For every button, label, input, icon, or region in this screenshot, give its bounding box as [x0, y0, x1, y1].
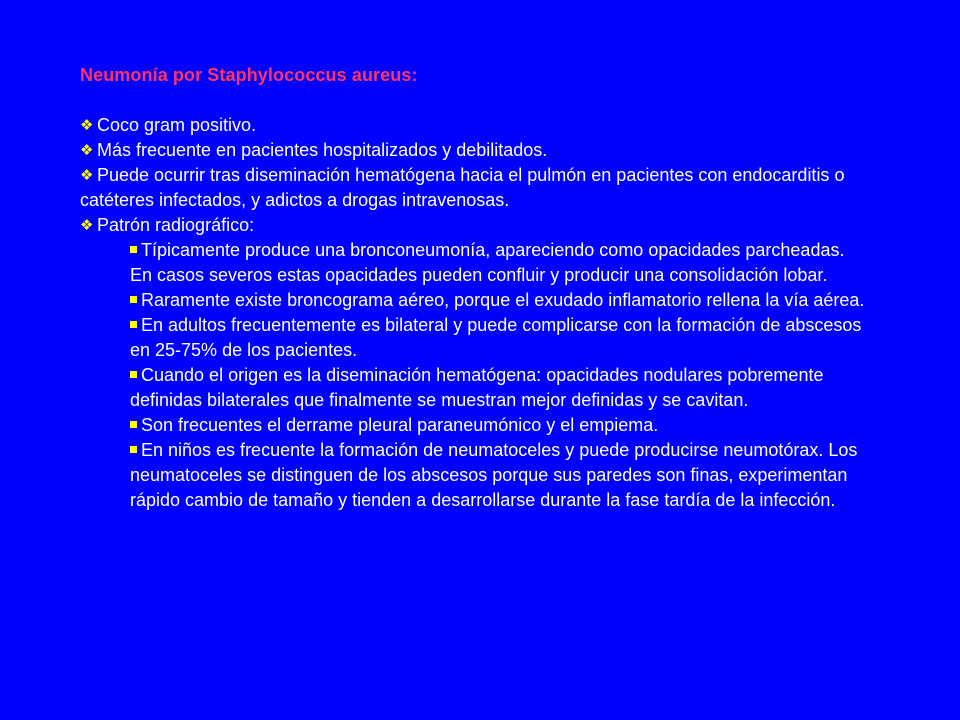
sub-bullet-item: [130, 313, 870, 363]
sub-bullet-text: Típicamente produce una bronconeumonía, apareciendo como opacidades parcheadas. En casos severos estas opacidades pueden confluir y producir una consolidación lobar.: [130, 240, 845, 285]
sub-bullet-item: [130, 288, 870, 313]
bullet-item: [80, 138, 870, 163]
bullet-item: [80, 213, 870, 513]
bullet-text: Puede ocurrir tras diseminación hematógena hacia el pulmón en pacientes con endocarditis o catéteres infectados, y adictos a drogas intravenosas.: [80, 165, 845, 210]
sub-bullet-text: Cuando el origen es la diseminación hematógena: opacidades nodulares pobremente definidas bilaterales que finalmente se muestran mejor definidas y se cavitan.: [130, 365, 824, 410]
square-bullet-icon: [130, 371, 137, 378]
four-petal-diamond-bullet-icon: ❖: [80, 216, 94, 234]
square-bullet-icon: [130, 296, 137, 303]
sub-bullet-item: [130, 438, 870, 513]
square-bullet-icon: [130, 421, 137, 428]
slide-title: Neumonía por Staphylococcus aureus:: [80, 65, 418, 85]
sub-bullet-item: [130, 238, 870, 288]
sub-bullet-text: Son frecuentes el derrame pleural paraneumónico y el empiema.: [141, 415, 659, 435]
bullet-list: [80, 113, 870, 513]
square-bullet-icon: [130, 446, 137, 453]
four-petal-diamond-bullet-icon: ❖: [80, 166, 94, 184]
bullet-text: Patrón radiográfico:: [97, 215, 255, 235]
bullet-item: [80, 163, 870, 213]
slide-content: [80, 63, 870, 513]
square-bullet-icon: [130, 246, 137, 253]
square-bullet-icon: [130, 321, 137, 328]
bullet-text: Coco gram positivo.: [97, 115, 257, 135]
bullet-item: [80, 113, 870, 138]
sub-bullet-text: En adultos frecuentemente es bilateral y puede complicarse con la formación de abscesos en 25-75% de los pacientes.: [130, 315, 862, 360]
sub-bullet-list: [80, 238, 870, 513]
sub-bullet-text: En niños es frecuente la formación de neumatoceles y puede producirse neumotórax. Los neumatoceles se distinguen de los abscesos porque sus paredes son finas, experimentan rápido cambio de tamaño y tienden a desarrollarse durante la fase tardía de la infección.: [130, 440, 858, 510]
four-petal-diamond-bullet-icon: ❖: [80, 116, 94, 134]
bullet-text: Más frecuente en pacientes hospitalizados y debilitados.: [97, 140, 548, 160]
four-petal-diamond-bullet-icon: ❖: [80, 141, 94, 159]
sub-bullet-item: [130, 413, 870, 438]
sub-bullet-item: [130, 363, 870, 413]
sub-bullet-text: Raramente existe broncograma aéreo, porque el exudado inflamatorio rellena la vía aérea.: [141, 290, 865, 310]
